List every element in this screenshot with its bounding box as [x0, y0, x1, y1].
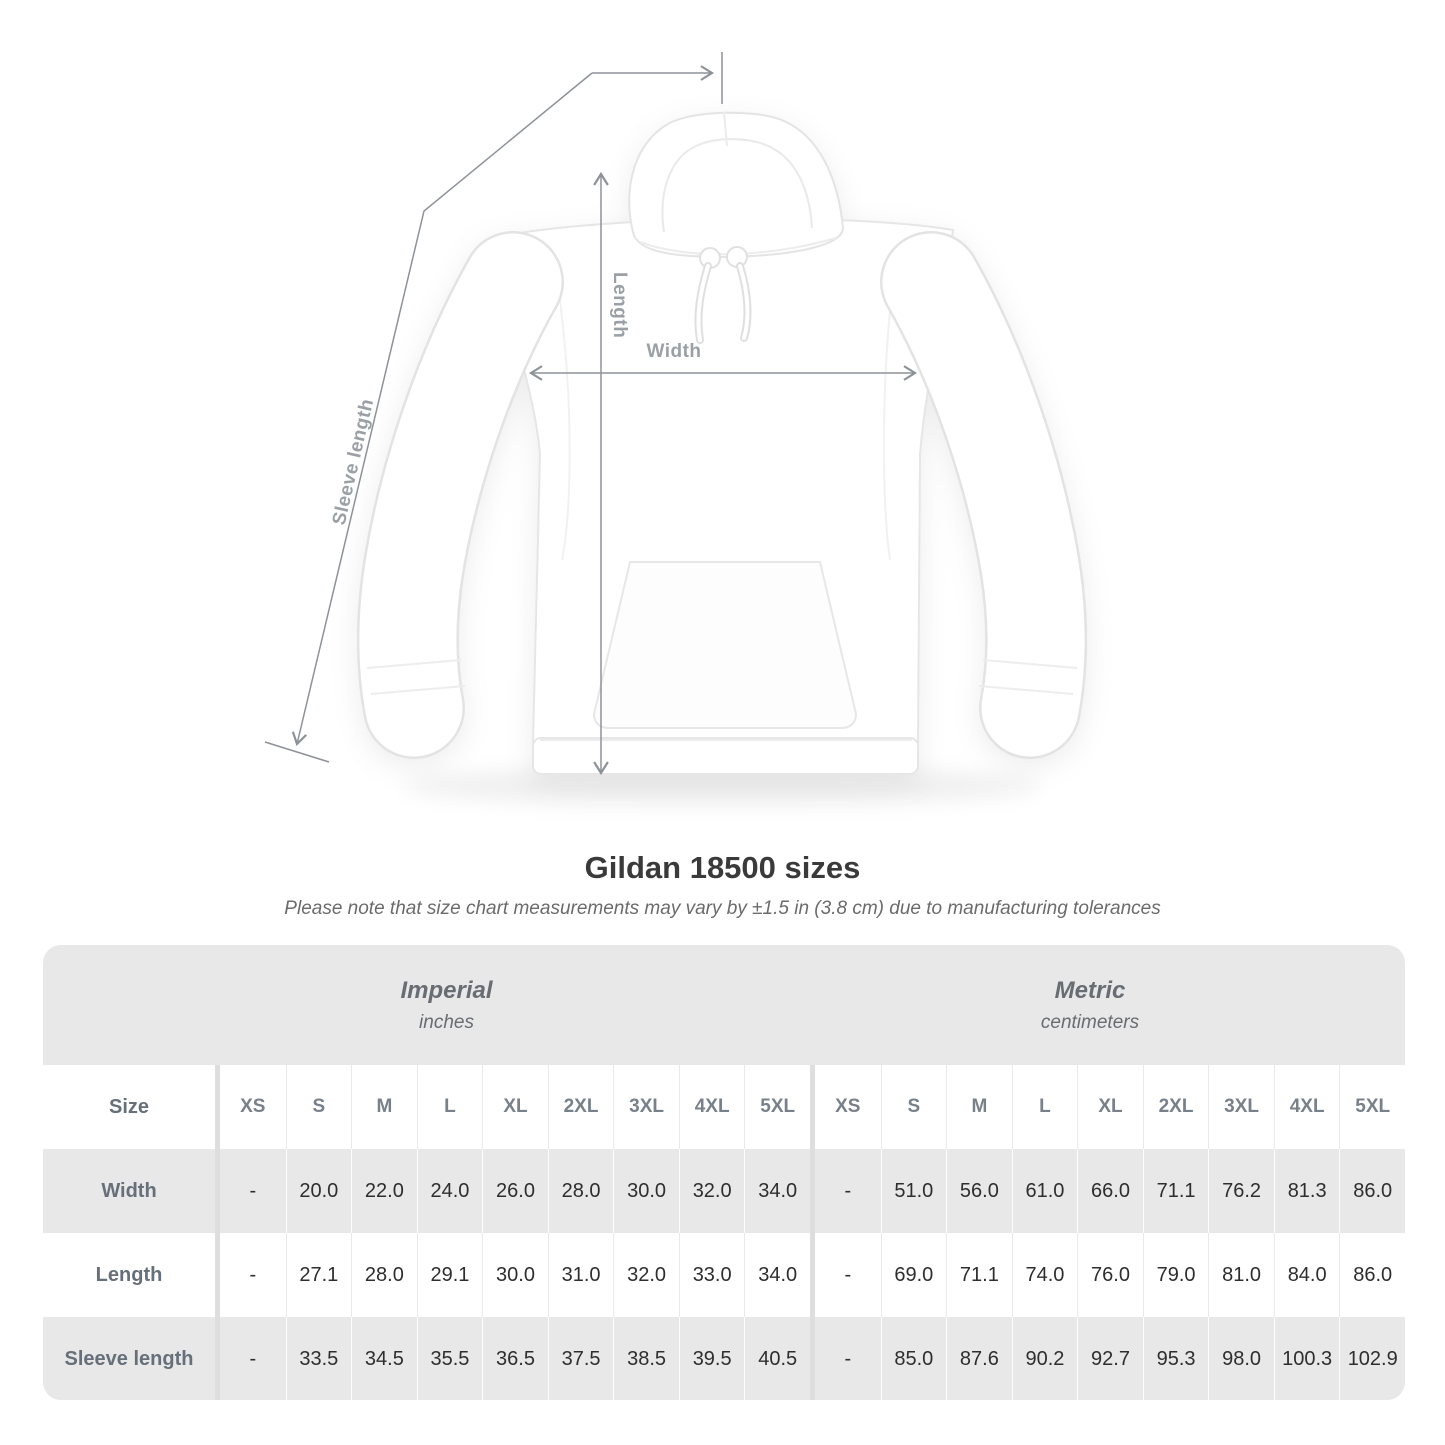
unit-group-imperial	[43, 945, 810, 1065]
measure-row-width-imperial-cell: 30.0	[613, 1149, 679, 1233]
unit-header-row	[43, 945, 1405, 1065]
width-measure-label: Width	[646, 341, 702, 362]
measure-row-sleeve-length-imperial-cell: 35.5	[417, 1317, 483, 1400]
measure-row-length-metric-cell: 71.1	[946, 1233, 1012, 1317]
measure-row-sleeve-length-metric-cell: 85.0	[881, 1317, 947, 1400]
page-title: Gildan 18500 sizes	[584, 850, 861, 885]
tolerance-note: Please note that size chart measurements may vary by ±1.5 in (3.8 cm) due to manufacturing tolerances	[284, 898, 1161, 919]
measure-row-width-metric-cell: 51.0	[881, 1149, 947, 1233]
size-header-row-imperial-cell: M	[351, 1065, 417, 1149]
unit-group-metric	[810, 945, 1405, 1065]
size-header-row-metric-cell: XS	[835, 1096, 861, 1117]
measure-row-width-metric-cell: 56.0	[946, 1149, 1012, 1233]
sleeve-end-tick	[265, 742, 329, 762]
metric-group-title: Metric	[1054, 976, 1126, 1004]
measure-row-length-imperial-cell: 31.0	[548, 1233, 614, 1317]
size-table-rows	[43, 1065, 1405, 1400]
size-header-row-metric-cell: 4XL	[1274, 1065, 1340, 1149]
measure-row-width-metric-cell: 61.0	[1012, 1149, 1078, 1233]
measure-row-width-imperial-cell: 20.0	[286, 1149, 352, 1233]
measure-row-length-metric-cell: 74.0	[1012, 1233, 1078, 1317]
measure-row-sleeve-length-metric-cell: 92.7	[1077, 1317, 1143, 1400]
measure-row-sleeve-length-imperial-cell: 33.5	[286, 1317, 352, 1400]
measure-row-sleeve-length-imperial-cell: 37.5	[548, 1317, 614, 1400]
measure-row-length-metric-cell: -	[844, 1263, 852, 1286]
measure-row-sleeve-length-imperial-cell: 36.5	[482, 1317, 548, 1400]
measure-row-length-imperial-cell: 28.0	[351, 1233, 417, 1317]
measure-row-width-metric-cell: 76.2	[1208, 1149, 1274, 1233]
metric-group-unit: centimeters	[1040, 1011, 1140, 1033]
measure-row-width-metric-cell: -	[844, 1179, 852, 1202]
measure-row-length-metric-cell: 84.0	[1274, 1233, 1340, 1317]
measure-row-length-metric-cell: 86.0	[1339, 1233, 1405, 1317]
measure-row-length-imperial-cell: 32.0	[613, 1233, 679, 1317]
measure-row-length-imperial-cell: 29.1	[417, 1233, 483, 1317]
measure-row-width-metric-cell: 81.3	[1274, 1149, 1340, 1233]
size-header-row-imperial-cell: 5XL	[744, 1065, 810, 1149]
size-col-header: Size	[108, 1095, 150, 1118]
size-header-row-metric-cell: 5XL	[1339, 1065, 1405, 1149]
measure-row-sleeve-length-metric-cell: 90.2	[1012, 1317, 1078, 1400]
measure-row-sleeve-length-metric-cell: -	[844, 1347, 852, 1370]
measure-row-length-imperial-cell: 27.1	[286, 1233, 352, 1317]
size-header-row-metric-cell: 3XL	[1208, 1065, 1274, 1149]
measure-row-sleeve-length-metric-cell: 102.9	[1339, 1317, 1405, 1400]
size-header-row	[43, 1065, 1405, 1149]
size-header-row-imperial-cell: S	[286, 1065, 352, 1149]
measure-row-sleeve-length-metric-cell: 98.0	[1208, 1317, 1274, 1400]
measure-row-length-metric-cell: 76.0	[1077, 1233, 1143, 1317]
measure-row-width-metric-cell: 71.1	[1143, 1149, 1209, 1233]
measure-row-sleeve-length-imperial-cell: 34.5	[351, 1317, 417, 1400]
size-header-row-metric-cell: S	[881, 1065, 947, 1149]
measure-row-width-imperial-cell: 34.0	[744, 1149, 810, 1233]
size-header-row-imperial-cell: 3XL	[613, 1065, 679, 1149]
size-chart-card	[43, 945, 1405, 1400]
size-header-row-metric-cell: L	[1012, 1065, 1078, 1149]
measure-row-length	[43, 1233, 1405, 1317]
row-label: Length	[95, 1263, 163, 1286]
measure-row-sleeve-length-imperial-cell: 38.5	[613, 1317, 679, 1400]
measure-row-length-imperial-cell: -	[249, 1263, 257, 1286]
size-header-row-imperial-cell: XL	[482, 1065, 548, 1149]
measure-row-width-metric-cell: 66.0	[1077, 1149, 1143, 1233]
row-label: Width	[101, 1179, 157, 1202]
hoodie-image	[367, 112, 1077, 774]
measure-row-width-imperial-cell: 24.0	[417, 1149, 483, 1233]
size-header-row-metric-cell: 2XL	[1143, 1065, 1209, 1149]
row-label: Sleeve length	[64, 1347, 194, 1370]
measure-row-sleeve-length-imperial-cell: -	[249, 1347, 257, 1370]
size-header-row-imperial-cell: 2XL	[548, 1065, 614, 1149]
measure-row-width-imperial-cell: 32.0	[679, 1149, 745, 1233]
size-header-row-imperial-cell: 4XL	[679, 1065, 745, 1149]
measure-row-sleeve-length-metric-cell: 87.6	[946, 1317, 1012, 1400]
size-header-row-imperial-cell: XS	[240, 1096, 266, 1117]
measure-row-sleeve-length-imperial-cell: 40.5	[744, 1317, 810, 1400]
measure-row-length-imperial-cell: 30.0	[482, 1233, 548, 1317]
size-header-row-metric-cell: M	[946, 1065, 1012, 1149]
measure-row-width-imperial-cell: 26.0	[482, 1149, 548, 1233]
size-header-row-metric-cell: XL	[1077, 1065, 1143, 1149]
measure-row-sleeve-length	[43, 1317, 1405, 1400]
sleeve-length-measure-label: Sleeve length	[328, 396, 379, 528]
size-header-row-imperial-cell: L	[417, 1065, 483, 1149]
measure-row-width	[43, 1149, 1405, 1233]
length-measure-label: Length	[609, 272, 630, 339]
measure-row-length-metric-cell: 79.0	[1143, 1233, 1209, 1317]
measure-row-width-imperial-cell: 28.0	[548, 1149, 614, 1233]
measure-row-width-imperial-cell: -	[249, 1179, 257, 1202]
measure-row-sleeve-length-metric-cell: 95.3	[1143, 1317, 1209, 1400]
measure-row-width-imperial-cell: 22.0	[351, 1149, 417, 1233]
measure-row-width-metric-cell: 86.0	[1339, 1149, 1405, 1233]
measure-row-length-imperial-cell: 34.0	[744, 1233, 810, 1317]
measure-row-length-imperial-cell: 33.0	[679, 1233, 745, 1317]
measure-row-length-metric-cell: 69.0	[881, 1233, 947, 1317]
imperial-group-unit: inches	[419, 1011, 474, 1033]
measure-row-sleeve-length-imperial-cell: 39.5	[679, 1317, 745, 1400]
imperial-group-title: Imperial	[400, 976, 493, 1004]
measure-row-length-metric-cell: 81.0	[1208, 1233, 1274, 1317]
measure-row-sleeve-length-metric-cell: 100.3	[1274, 1317, 1340, 1400]
